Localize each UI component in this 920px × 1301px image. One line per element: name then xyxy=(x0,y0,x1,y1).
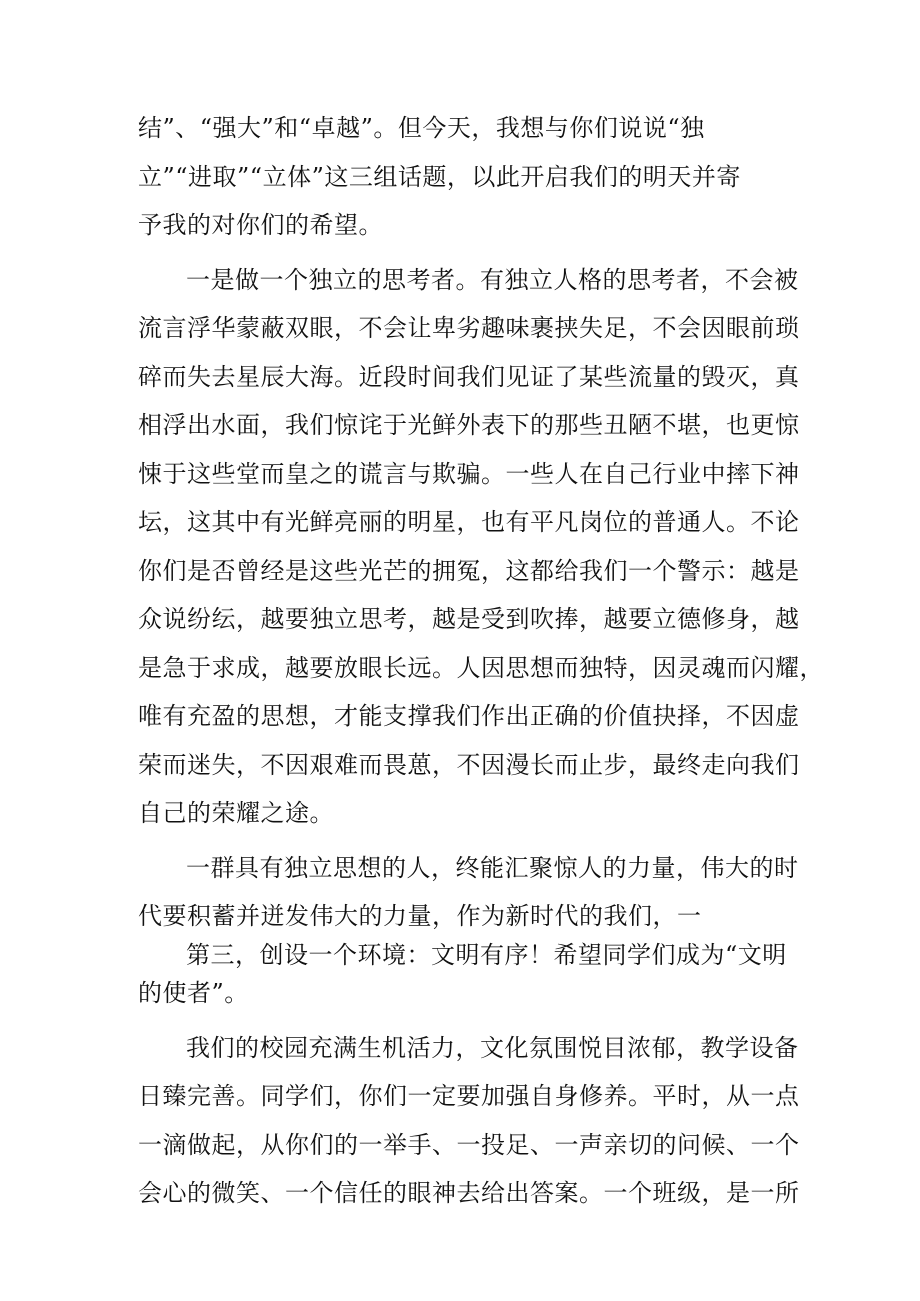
text-line: 众说纷纭，越要独立思考，越是受到吹捧，越要立德修身，越 xyxy=(138,605,800,633)
text-line: 自己的荣耀之途。 xyxy=(138,799,334,827)
text-line: 第三，创设一个环境：文明有序！希望同学们成为“文明 xyxy=(186,940,787,969)
text-line: 荣而迷失，不因艰难而畏葸，不因漫长而止步，最终走向我们 xyxy=(138,750,800,779)
text-line: 悚于这些堂而皇之的谎言与欺骗。一些人在自己行业中摔下神 xyxy=(138,459,800,488)
text-line: 会心的微笑、一个信任的眼神去给出答案。一个班级，是一所 xyxy=(138,1179,800,1207)
text-line: 碎而失去星辰大海。近段时间我们见证了某些流量的毁灭，真 xyxy=(138,362,800,391)
text-line: 日臻完善。同学们，你们一定要加强自身修养。平时，从一点 xyxy=(138,1082,800,1110)
text-line: 流言浮华蒙蔽双眼，不会让卑劣趣味裹挟失足，不会因眼前琐 xyxy=(138,314,800,342)
text-line: 立”“进取”“立体”这三组话题，以此开启我们的明天并寄 xyxy=(138,162,741,191)
text-line: 一滴做起，从你们的一举手、一投足、一声亲切的问候、一个 xyxy=(138,1130,800,1159)
text-line: 予我的对你们的希望。 xyxy=(138,211,383,239)
text-line: 一群具有独立思想的人，终能汇聚惊人的力量，伟大的时 xyxy=(186,853,799,882)
text-line: 相浮出水面，我们惊诧于光鲜外表下的那些丑陋不堪，也更惊 xyxy=(138,411,800,439)
text-line: 是急于求成，越要放眼长远。人因思想而独特，因灵魂而闪耀， xyxy=(138,653,824,682)
text-line: 坛，这其中有光鲜亮丽的明星，也有平凡岗位的普通人。不论 xyxy=(138,508,800,536)
text-line: 我们的校园充满生机活力，文化氛围悦目浓郁，教学设备 xyxy=(186,1033,799,1062)
text-line: 你们是否曾经是这些光芒的拥冤，这都给我们一个警示：越是 xyxy=(138,556,800,585)
text-line: 一是做一个独立的思考者。有独立人格的思考者，不会被 xyxy=(186,265,799,294)
text-line: 结”、“强大”和“卓越”。但今天，我想与你们说说“独 xyxy=(138,114,705,142)
text-line: 的使者”。 xyxy=(138,979,249,1007)
text-line: 唯有充盈的思想，才能支撑我们作出正确的价值抉择，不因虚 xyxy=(138,702,800,730)
text-line: 代要积蓄并迸发伟大的力量，作为新时代的我们，一 xyxy=(138,902,702,930)
document-body xyxy=(138,104,824,1218)
